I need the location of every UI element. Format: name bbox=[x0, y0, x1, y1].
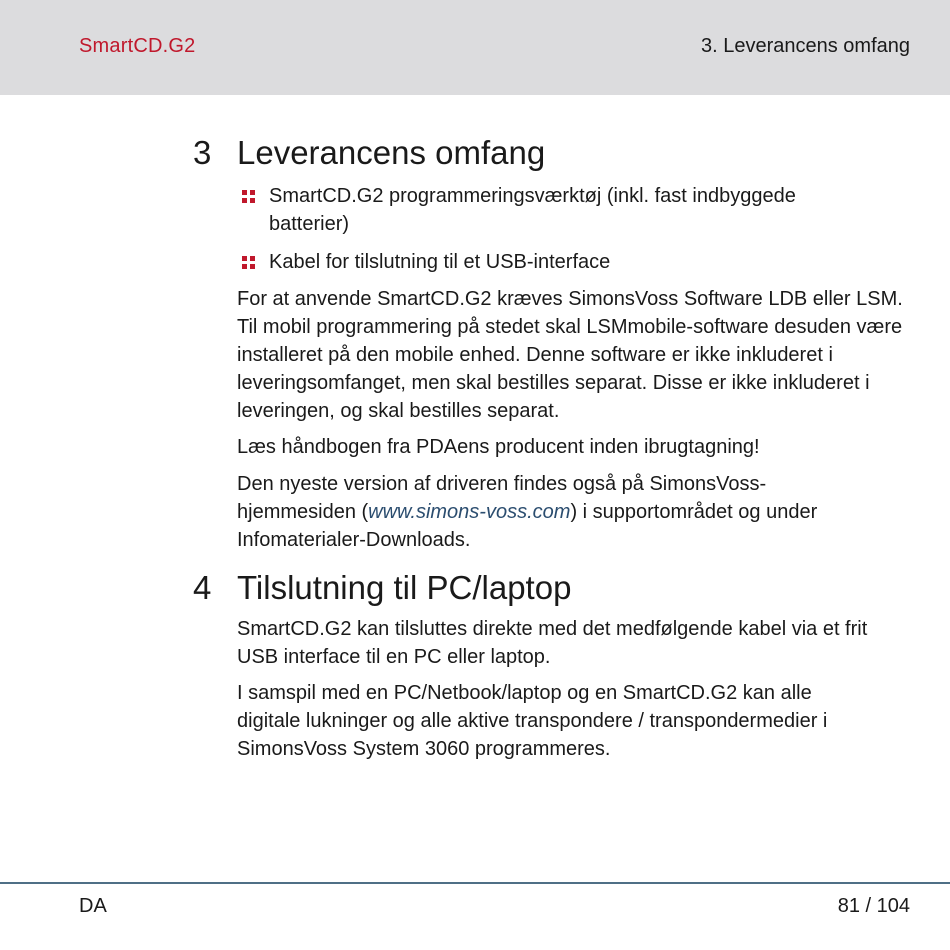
section-3-paragraph-handbook: Læs håndbogen fra PDAens producent inden ibrugtagning! bbox=[237, 436, 760, 458]
bullet-icon bbox=[242, 256, 256, 270]
brand-name: SmartCD.G2 bbox=[79, 35, 196, 57]
driver-text-before-link: Den nyeste version af driveren findes også på SimonsVoss-hjemmesiden ( bbox=[237, 473, 767, 523]
bullet-icon bbox=[242, 190, 256, 204]
section-4-title: Tilslutning til PC/laptop bbox=[237, 569, 572, 606]
driver-text-after-link: ) i supportområdet og under Infomaterialer-Downloads. bbox=[237, 501, 818, 551]
list-item-text: SmartCD.G2 programmeringsværktøj (inkl. fast indbyggede batterier) bbox=[269, 185, 796, 235]
section-3-heading bbox=[0, 133, 950, 173]
page-number: 81 / 104 bbox=[837, 895, 910, 917]
section-4-heading bbox=[0, 568, 950, 608]
section-3-paragraph-driver bbox=[237, 470, 877, 554]
section-4-paragraph-connection: SmartCD.G2 kan tilsluttes direkte med det medfølgende kabel via et frit USB interface til en PC eller laptop. bbox=[237, 618, 868, 668]
section-3-title: Leverancens omfang bbox=[237, 134, 546, 171]
footer-divider bbox=[0, 882, 950, 884]
section-3-paragraph-software: For at anvende SmartCD.G2 kræves SimonsVoss Software LDB eller LSM. Til mobil programmering på stedet skal LSMmobile-software desuden være installeret på den mobile enhed. Denne software er ikke inkluderet i leveringsomfanget, men skal bestilles separat. Disse er ikke inkluderet i leveringen, og skal bestilles separat. bbox=[237, 288, 903, 422]
simonsvoss-website-link[interactable]: www.simons-voss.com bbox=[368, 501, 571, 523]
running-chapter-title: 3. Leverancens omfang bbox=[700, 35, 910, 57]
page-header bbox=[0, 0, 950, 95]
list-item-text: Kabel for tilslutning til et USB-interface bbox=[269, 251, 611, 273]
section-3-number: 3 bbox=[193, 134, 212, 171]
section-4-paragraph-programming: I samspil med en PC/Netbook/laptop og en SmartCD.G2 kan alle digitale lukninger og alle aktive transpondere / transpondermedier i SimonsVoss System 3060 programmeres. bbox=[237, 682, 828, 760]
section-4-number: 4 bbox=[193, 569, 212, 606]
footer-language: DA bbox=[79, 895, 107, 917]
